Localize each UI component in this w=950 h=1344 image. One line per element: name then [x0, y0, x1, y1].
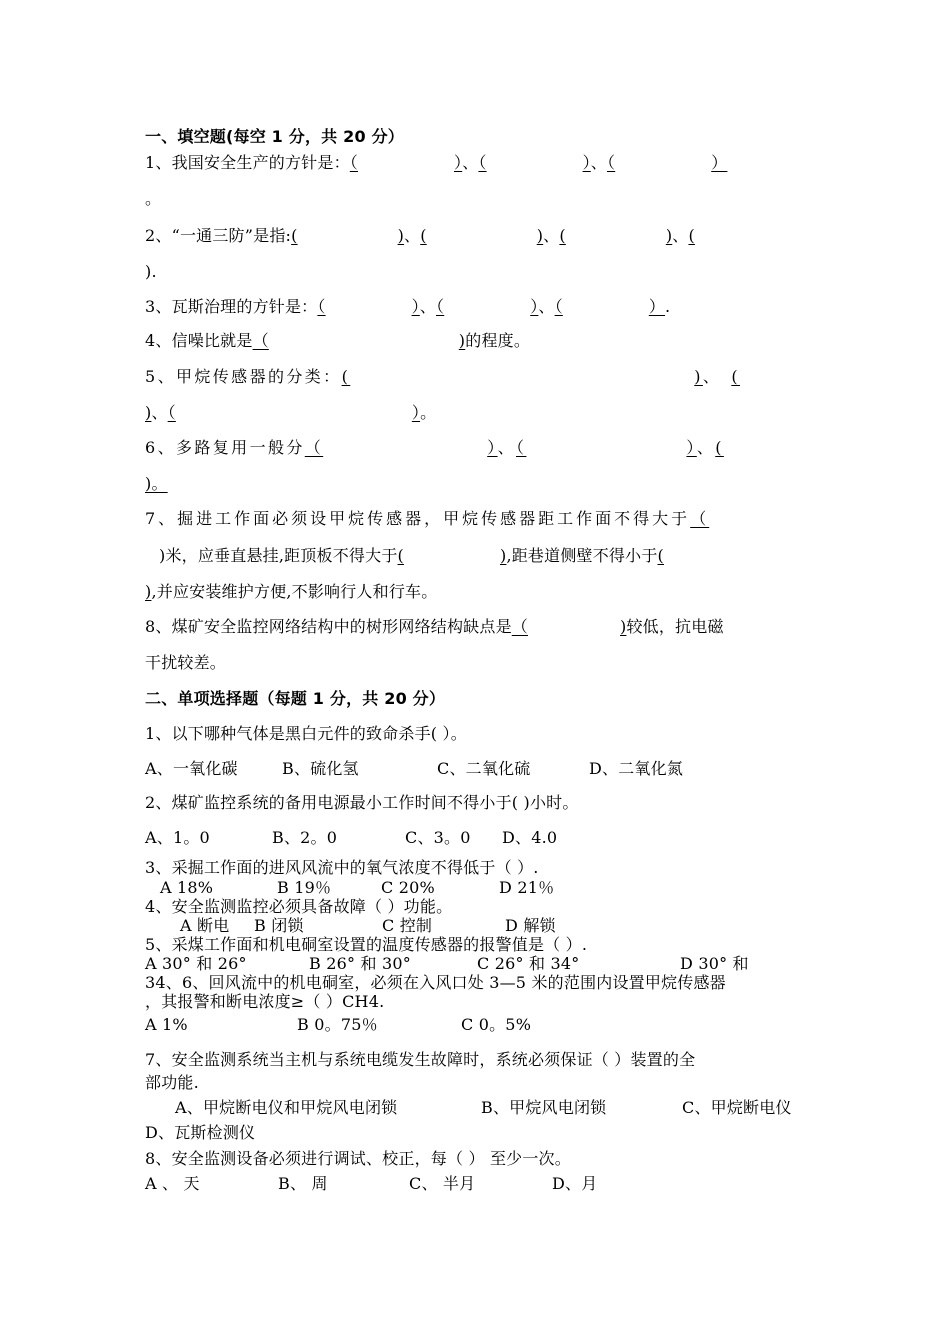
option-b[interactable]: B、甲烷风电闭锁 — [481, 1098, 607, 1117]
fill-question-2: 2、“一通三防”是指:( )、( )、( )、( — [145, 226, 807, 246]
option-d[interactable]: D 30° 和 — [680, 954, 749, 973]
choice-question-4: 4、安全监测监控必须具备故障（ ）功能。 — [145, 897, 453, 916]
choice-question-6: 34、6、回风流中的机电硐室，必须在入风口处 3—5 米的范围内设置甲烷传感器 — [145, 973, 726, 992]
blank[interactable]: ( — [731, 367, 740, 386]
option-c[interactable]: C、3。0 — [405, 828, 471, 847]
blank[interactable]: （ ) — [511, 617, 627, 636]
fill-question-7-line3: ),并应安装维护方便,不影响行人和行车。 — [145, 582, 438, 601]
option-c[interactable]: C 控制 — [382, 916, 433, 935]
blank[interactable]: （ — [690, 509, 710, 528]
choice-question-7-options — [175, 1098, 837, 1118]
option-b[interactable]: B 闭锁 — [254, 916, 304, 935]
option-d[interactable]: D、月 — [552, 1174, 598, 1193]
blank[interactable]: ( ) — [559, 226, 673, 245]
blank[interactable]: （ ） — [317, 297, 420, 316]
choice-question-8-options — [145, 1174, 807, 1194]
blank[interactable]: ( ) — [291, 226, 405, 245]
blank[interactable]: ( — [715, 438, 724, 457]
option-d[interactable]: D 解锁 — [505, 916, 556, 935]
fill-question-4: 4、信噪比就是（ )的程度。 — [145, 331, 531, 350]
option-a[interactable]: A 18% — [160, 878, 214, 897]
blank[interactable]: （ ） — [167, 403, 421, 422]
section-1-title: 一、填空题(每空 1 分，共 20 分） — [145, 127, 404, 146]
option-b[interactable]: B、2。0 — [272, 828, 338, 847]
fill-question-8-line2: 干扰较差。 — [145, 653, 227, 672]
option-a[interactable]: A 断电 — [180, 916, 230, 935]
option-c[interactable]: C、甲烷断电仪 — [682, 1098, 792, 1117]
choice-question-8: 8、安全监测设备必须进行调试、校正，每（ ） 至少一次。 — [145, 1149, 571, 1168]
choice-question-7-line2: 部功能. — [145, 1073, 199, 1092]
option-c[interactable]: C 26° 和 34° — [477, 954, 580, 973]
blank[interactable]: ( — [657, 546, 664, 565]
fill-question-5: 5、甲烷传感器的分类：( )、 ( — [145, 367, 807, 387]
option-a[interactable]: A 1% — [145, 1015, 188, 1034]
fill-question-1-end: 。 — [145, 189, 162, 208]
choice-question-1: 1、以下哪种气体是黑白元件的致命杀手( ）。 — [145, 724, 467, 743]
blank[interactable]: ( ) — [341, 367, 703, 386]
blank[interactable]: （ ） — [554, 297, 666, 316]
option-c[interactable]: C 20% — [381, 878, 435, 897]
choice-question-3-options — [160, 880, 822, 896]
fill-question-1: 1、我国安全生产的方针是：（ ）、（ ）、（ ） — [145, 153, 728, 172]
option-d[interactable]: D、二氧化氮 — [589, 759, 684, 778]
blank[interactable]: ( ) — [397, 546, 507, 565]
option-b[interactable]: B 0。75％ — [297, 1015, 378, 1034]
choice-question-3: 3、采掘工作面的进风风流中的氧气浓度不得低于（ ）. — [145, 858, 539, 877]
fill-question-8: 8、煤矿安全监控网络结构中的树形网络结构缺点是（ )较低，抗电磁 — [145, 617, 724, 636]
blank[interactable]: （ ） — [436, 297, 539, 316]
blank[interactable]: （ ） — [516, 438, 697, 457]
section-2-title: 二、单项选择题（每题 1 分，共 20 分） — [145, 689, 446, 708]
option-b[interactable]: B、 周 — [278, 1174, 328, 1193]
blank[interactable]: ( — [688, 226, 695, 245]
blank[interactable]: （ ） — [349, 153, 463, 172]
choice-question-5: 5、采煤工作面和机电硐室设置的温度传感器的报警值是（ ）. — [145, 935, 588, 954]
choice-question-4-options — [180, 918, 842, 934]
choice-question-2-options — [145, 828, 807, 848]
option-d[interactable]: D 21％ — [499, 878, 555, 897]
option-a[interactable]: A 、 天 — [145, 1174, 200, 1193]
blank[interactable]: （ ） — [478, 153, 591, 172]
option-b[interactable]: B 26° 和 30° — [309, 954, 411, 973]
choice-question-6-options — [145, 1015, 807, 1035]
option-a[interactable]: A、甲烷断电仪和甲烷风电闭锁 — [175, 1098, 398, 1117]
fill-question-7: 7、掘进工作面必须设甲烷传感器，甲烷传感器距工作面不得大于（ — [145, 509, 710, 528]
option-b[interactable]: B 19％ — [277, 878, 332, 897]
option-a[interactable]: A、1。0 — [145, 828, 210, 847]
option-c[interactable]: C、 半月 — [409, 1174, 476, 1193]
fill-question-5-line2: )、（ ）。 — [145, 403, 437, 422]
blank[interactable]: （ ） — [304, 438, 498, 457]
option-d[interactable]: D、瓦斯检测仪 — [145, 1123, 256, 1142]
choice-question-5-options — [145, 956, 807, 972]
option-a[interactable]: A 30° 和 26° — [145, 954, 247, 973]
blank[interactable]: （ ) — [252, 331, 466, 350]
fill-question-6-line2: )。 — [145, 474, 168, 493]
choice-question-1-options — [145, 759, 807, 779]
option-d[interactable]: D、4.0 — [502, 828, 558, 847]
choice-question-2: 2、煤矿监控系统的备用电源最小工作时间不得小于( )小时。 — [145, 793, 579, 812]
fill-question-3: 3、瓦斯治理的方针是：（ ）、（ ）、（ ）. — [145, 297, 671, 316]
fill-question-7-line2: )米，应垂直悬挂,距顶板不得大于( ),距巷道侧壁不得小于( — [159, 546, 664, 565]
option-c[interactable]: C、二氧化硫 — [437, 759, 531, 778]
blank[interactable]: ( ) — [420, 226, 544, 245]
fill-question-6: 6、多路复用一般分（ ）、（ ）、( — [145, 438, 724, 457]
choice-question-6-line2: ，其报警和断电浓度≥（ ）CH4. — [145, 992, 385, 1011]
choice-question-7: 7、安全监测系统当主机与系统电缆发生故障时，系统必须保证（ ）装置的全 — [145, 1050, 696, 1069]
option-a[interactable]: A、一氧化碳 — [145, 759, 238, 778]
fill-question-2-end: ). — [145, 262, 157, 281]
option-b[interactable]: B、硫化氢 — [282, 759, 359, 778]
option-c[interactable]: C 0。5% — [461, 1015, 532, 1034]
blank[interactable]: （ ） — [607, 153, 728, 172]
